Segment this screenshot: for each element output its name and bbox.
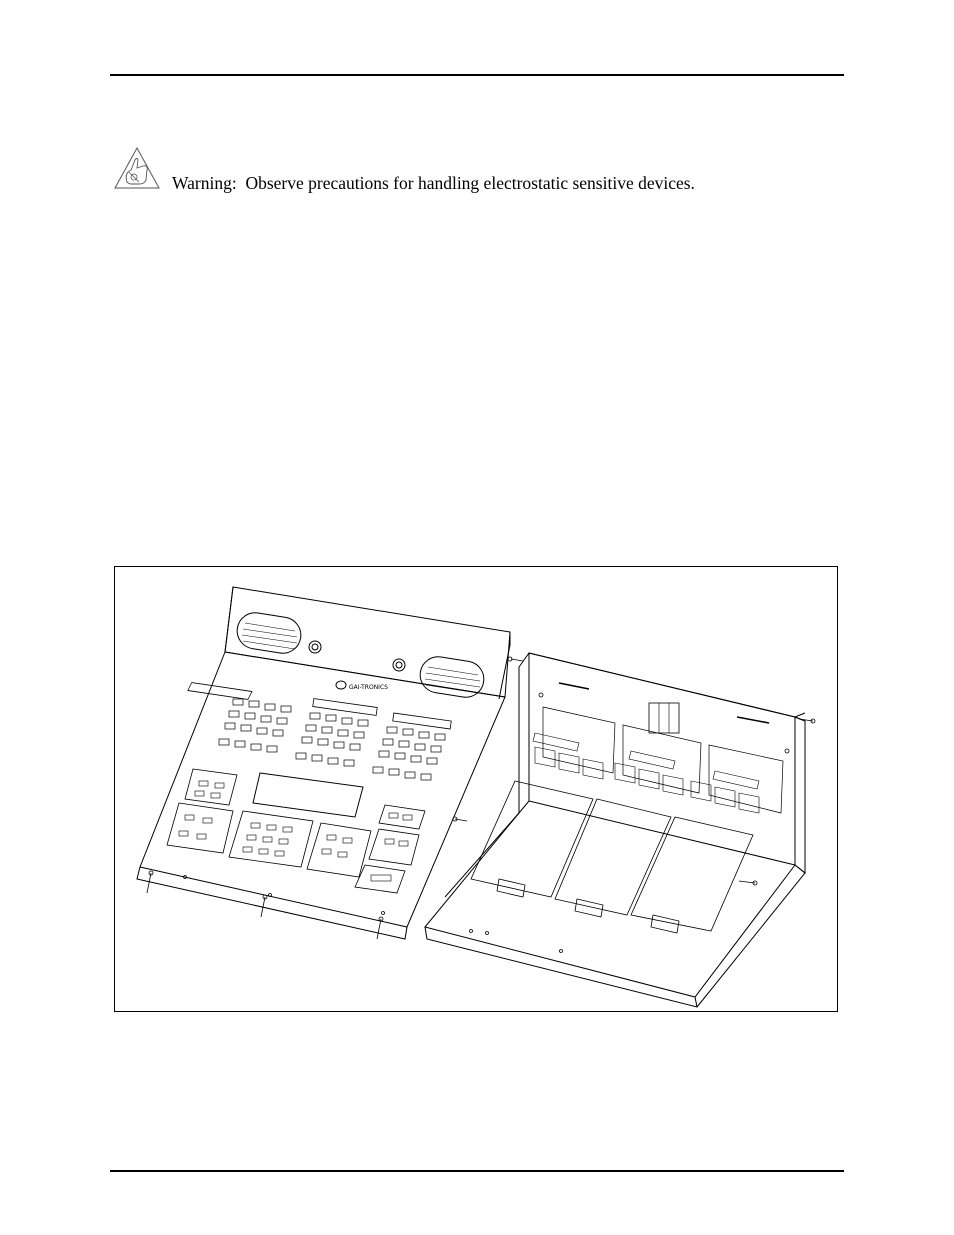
warning-notice [172,173,695,194]
console-drawing [115,567,839,1013]
console-exploded-figure [114,566,838,1012]
warning-text: Observe precautions for handling electrostatic sensitive devices. [245,173,695,193]
footer-rule [110,1170,844,1172]
header-rule [110,74,844,76]
esd-warning-icon [113,146,161,190]
panel-brand-text: GAI-TRONICS [349,684,388,691]
warning-label: Warning: [172,173,237,193]
